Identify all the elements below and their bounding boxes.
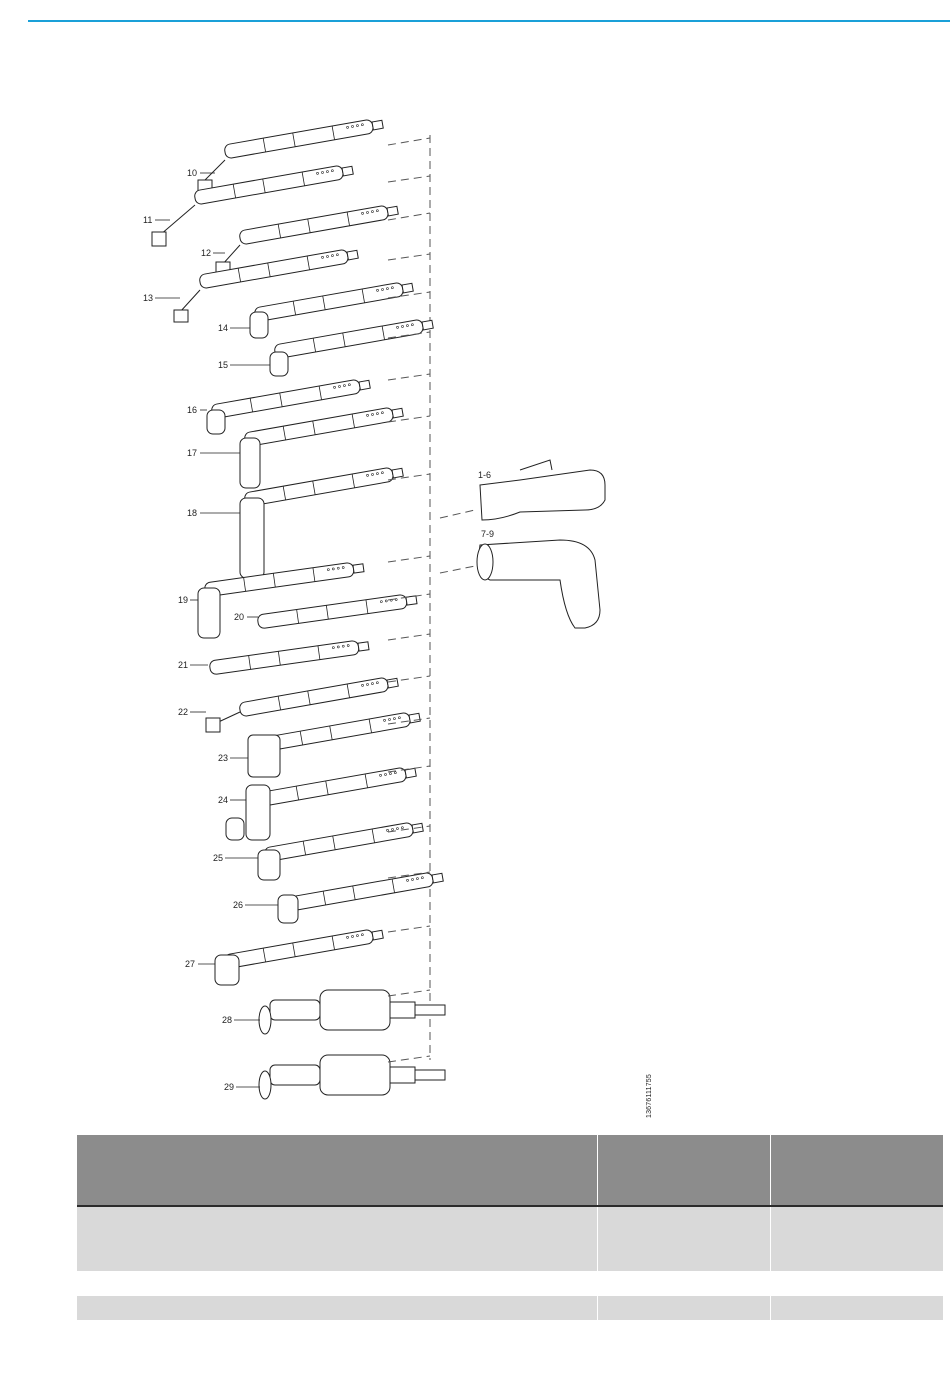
- table-cell: [77, 1207, 597, 1271]
- callout-15: 15: [218, 360, 229, 370]
- table-header-cell: [771, 1135, 943, 1205]
- table-header-cell: [598, 1135, 770, 1205]
- callout-17: 17: [187, 448, 198, 458]
- callout-29: 29: [224, 1082, 235, 1092]
- callout-1-6: 1-6: [478, 470, 492, 480]
- callout-26: 26: [233, 900, 244, 910]
- table-cell: [77, 1296, 597, 1320]
- table-row: [77, 1207, 943, 1271]
- callout-28: 28: [222, 1015, 233, 1025]
- table-row: [77, 1296, 943, 1320]
- tool-pistol-grip: [440, 540, 600, 628]
- callout-27: 27: [185, 959, 196, 969]
- callout-12: 12: [201, 248, 212, 258]
- figure-id: 13676111755: [646, 1074, 653, 1118]
- callout-25: 25: [213, 853, 224, 863]
- callout-19: 19: [178, 595, 189, 605]
- callout-20: 20: [234, 612, 245, 622]
- callout-10: 10: [187, 168, 198, 178]
- table-header-cell: [77, 1135, 597, 1205]
- table-cell: [598, 1207, 770, 1271]
- callout-23: 23: [218, 753, 229, 763]
- callout-16: 16: [187, 405, 198, 415]
- callout-11: 11: [143, 215, 153, 225]
- table-header-row: [77, 1135, 943, 1205]
- table-cell: [771, 1296, 943, 1320]
- tool-straight-handle: [440, 460, 605, 520]
- data-table: [77, 1135, 943, 1320]
- tool-rows: [152, 117, 445, 1099]
- callout-22: 22: [178, 707, 189, 717]
- callout-7-9: 7-9: [481, 529, 495, 539]
- callout-21: 21: [178, 660, 189, 670]
- callout-18: 18: [187, 508, 198, 518]
- callout-24: 24: [218, 795, 229, 805]
- table-cell: [771, 1207, 943, 1271]
- callout-14: 14: [218, 323, 229, 333]
- callout-13: 13: [143, 293, 154, 303]
- table-cell: [598, 1296, 770, 1320]
